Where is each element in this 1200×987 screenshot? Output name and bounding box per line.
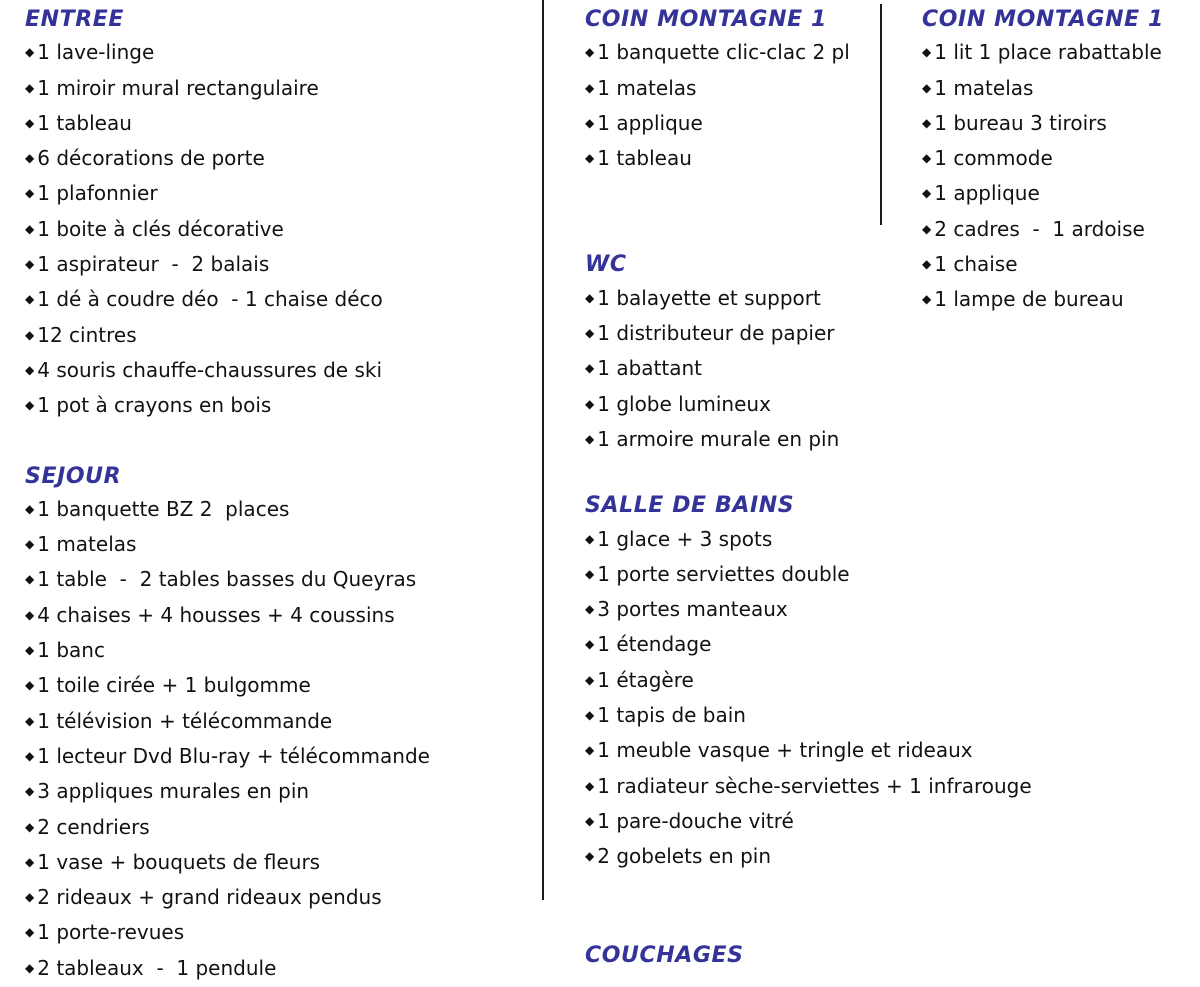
item-text: 1 distributeur de papier [597, 321, 835, 346]
item-text: 1 armoire murale en pin [597, 426, 840, 451]
item-text: 1 balayette et support [597, 285, 821, 310]
item-text: 1 lampe de bureau [934, 287, 1124, 312]
diamond-bullet-icon: ◆ [585, 531, 595, 546]
item-text: 1 bureau 3 tiroirs [934, 110, 1107, 135]
diamond-bullet-icon: ◆ [585, 849, 595, 864]
item-text: 1 tableau [37, 110, 132, 135]
item-text: 1 banquette clic-clac 2 pl [597, 40, 850, 65]
list-item [25, 563, 535, 598]
list-item [25, 36, 535, 71]
item-text: 4 souris chauffe-chaussures de ski [37, 357, 383, 382]
item-text: 1 lave-linge [37, 40, 155, 65]
list-item [25, 248, 535, 283]
list-item [25, 952, 535, 987]
section-coin-montagne-1 [922, 4, 1197, 319]
item-text: 1 toile cirée + 1 bulgomme [37, 673, 311, 698]
diamond-bullet-icon: ◆ [585, 566, 595, 581]
section-title: WC [585, 252, 627, 278]
item-text: 1 banquette BZ 2 places [37, 496, 290, 521]
list-item [922, 248, 1197, 283]
list-item [585, 352, 1155, 387]
diamond-bullet-icon: ◆ [25, 151, 35, 166]
list-item [25, 740, 535, 775]
item-text: 1 pot à crayons en bois [37, 393, 272, 418]
list-item [25, 811, 535, 846]
item-text: 1 applique [597, 110, 703, 135]
diamond-bullet-icon: ◆ [922, 186, 932, 201]
diamond-bullet-icon: ◆ [922, 45, 932, 60]
list-item [25, 846, 535, 881]
item-text: 1 table - 2 tables basses du Queyras [37, 567, 417, 592]
diamond-bullet-icon: ◆ [585, 431, 595, 446]
diamond-bullet-icon: ◆ [585, 80, 595, 95]
item-text: 1 pare-douche vitré [597, 808, 794, 833]
item-text: 1 miroir mural rectangulaire [37, 75, 319, 100]
item-text: 1 radiateur sèche-serviettes + 1 infrarouge [597, 773, 1032, 798]
list-item [25, 493, 535, 528]
list-item [25, 72, 535, 107]
section-salle-de-bains [585, 490, 1155, 875]
list-item [585, 423, 1155, 458]
diamond-bullet-icon: ◆ [25, 115, 35, 130]
diamond-bullet-icon: ◆ [585, 637, 595, 652]
list-item [25, 213, 535, 248]
list-item [585, 840, 1155, 875]
item-text: 1 boite à clés décorative [37, 216, 284, 241]
item-text: 1 matelas [934, 75, 1034, 100]
diamond-bullet-icon: ◆ [585, 708, 595, 723]
list-item [25, 354, 535, 389]
item-text: 1 chaise [934, 252, 1018, 277]
list-item [922, 142, 1197, 177]
list-item [25, 528, 535, 563]
section-couchages [585, 940, 1155, 972]
diamond-bullet-icon: ◆ [25, 854, 35, 869]
section-entree [25, 4, 535, 425]
diamond-bullet-icon: ◆ [25, 748, 35, 763]
diamond-bullet-icon: ◆ [25, 537, 35, 552]
list-item [585, 593, 1155, 628]
section-title: COIN MONTAGNE 1 [585, 7, 827, 32]
diamond-bullet-icon: ◆ [585, 778, 595, 793]
diamond-bullet-icon: ◆ [922, 80, 932, 95]
diamond-bullet-icon: ◆ [922, 257, 932, 272]
diamond-bullet-icon: ◆ [25, 327, 35, 342]
diamond-bullet-icon: ◆ [25, 501, 35, 516]
column-left [25, 4, 535, 987]
diamond-bullet-icon: ◆ [25, 572, 35, 587]
diamond-bullet-icon: ◆ [25, 398, 35, 413]
diamond-bullet-icon: ◆ [585, 813, 595, 828]
item-text: 3 appliques murales en pin [37, 779, 310, 804]
item-text: 12 cintres [37, 322, 137, 347]
item-text: 1 applique [934, 181, 1040, 206]
list-item [25, 319, 535, 354]
item-text: 1 aspirateur - 2 balais [37, 252, 270, 277]
list-item [585, 805, 1155, 840]
list-item [922, 177, 1197, 212]
list-item [25, 142, 535, 177]
item-text: 3 portes manteaux [597, 597, 788, 622]
list-item [585, 317, 1155, 352]
diamond-bullet-icon: ◆ [25, 607, 35, 622]
section-sejour [25, 461, 535, 987]
diamond-bullet-icon: ◆ [922, 151, 932, 166]
diamond-bullet-icon: ◆ [585, 326, 595, 341]
diamond-bullet-icon: ◆ [922, 292, 932, 307]
diamond-bullet-icon: ◆ [25, 186, 35, 201]
item-text: 1 vase + bouquets de fleurs [37, 849, 321, 874]
item-text: 1 dé à coudre déo - 1 chaise déco [37, 287, 383, 312]
list-item [585, 628, 1155, 663]
item-text: 1 lit 1 place rabattable [934, 40, 1162, 65]
diamond-bullet-icon: ◆ [585, 361, 595, 376]
item-text: 1 matelas [597, 75, 697, 100]
item-text: 1 abattant [597, 356, 702, 381]
diamond-bullet-icon: ◆ [25, 819, 35, 834]
item-text: 1 tapis de bain [597, 703, 746, 728]
item-list [922, 36, 1197, 318]
list-item [25, 881, 535, 916]
item-text: 1 commode [934, 146, 1053, 171]
item-text: 4 chaises + 4 housses + 4 coussins [37, 602, 395, 627]
column-right [922, 4, 1197, 319]
column-divider-right [880, 4, 882, 225]
column-divider-left [542, 0, 544, 900]
item-text: 1 meuble vasque + tringle et rideaux [597, 738, 973, 763]
list-item [922, 36, 1197, 71]
diamond-bullet-icon: ◆ [25, 713, 35, 728]
item-text: 2 cadres - 1 ardoise [934, 216, 1145, 241]
item-text: 2 cendriers [37, 814, 150, 839]
item-text: 1 banc [37, 638, 105, 663]
section-title: SEJOUR [25, 463, 122, 489]
list-item [585, 734, 1155, 769]
diamond-bullet-icon: ◆ [25, 678, 35, 693]
item-text: 2 rideaux + grand rideaux pendus [37, 885, 382, 910]
diamond-bullet-icon: ◆ [25, 362, 35, 377]
diamond-bullet-icon: ◆ [922, 115, 932, 130]
list-item [25, 389, 535, 424]
item-text: 6 décorations de porte [37, 146, 265, 171]
list-item [25, 775, 535, 810]
item-list [25, 36, 535, 424]
list-item [585, 523, 1155, 558]
list-item [585, 388, 1155, 423]
item-text: 1 tableau [597, 146, 692, 171]
list-item [922, 213, 1197, 248]
item-text: 1 plafonnier [37, 181, 158, 206]
list-item [585, 770, 1155, 805]
diamond-bullet-icon: ◆ [25, 890, 35, 905]
list-item [25, 599, 535, 634]
list-item [25, 107, 535, 142]
diamond-bullet-icon: ◆ [585, 743, 595, 758]
diamond-bullet-icon: ◆ [25, 292, 35, 307]
item-list [585, 523, 1155, 876]
list-item [25, 705, 535, 740]
diamond-bullet-icon: ◆ [585, 602, 595, 617]
item-text: 1 étagère [597, 667, 694, 692]
item-text: 1 porte-revues [37, 920, 185, 945]
item-text: 1 lecteur Dvd Blu-ray + télécommande [37, 743, 430, 768]
list-item [585, 699, 1155, 734]
list-item [585, 558, 1155, 593]
list-item [25, 283, 535, 318]
item-text: 1 glace + 3 spots [597, 526, 773, 551]
diamond-bullet-icon: ◆ [585, 151, 595, 166]
section-title: COIN MONTAGNE 1 [922, 7, 1164, 32]
diamond-bullet-icon: ◆ [25, 784, 35, 799]
diamond-bullet-icon: ◆ [25, 257, 35, 272]
item-text: 2 tableaux - 1 pendule [37, 955, 277, 980]
diamond-bullet-icon: ◆ [922, 221, 932, 236]
diamond-bullet-icon: ◆ [25, 960, 35, 975]
diamond-bullet-icon: ◆ [585, 672, 595, 687]
diamond-bullet-icon: ◆ [585, 115, 595, 130]
diamond-bullet-icon: ◆ [25, 80, 35, 95]
item-text: 2 gobelets en pin [597, 844, 771, 869]
list-item [25, 634, 535, 669]
diamond-bullet-icon: ◆ [25, 643, 35, 658]
list-item [25, 916, 535, 951]
section-title: SALLE DE BAINS [585, 493, 795, 519]
list-item [922, 107, 1197, 142]
diamond-bullet-icon: ◆ [585, 396, 595, 411]
list-item [585, 664, 1155, 699]
diamond-bullet-icon: ◆ [585, 290, 595, 305]
list-item [922, 72, 1197, 107]
diamond-bullet-icon: ◆ [25, 925, 35, 940]
list-item [922, 283, 1197, 318]
list-item [25, 669, 535, 704]
item-text: 1 télévision + télécommande [37, 708, 333, 733]
item-text: 1 matelas [37, 532, 137, 557]
section-title: ENTREE [25, 7, 125, 32]
item-list [25, 493, 535, 987]
section-title: COUCHAGES [585, 942, 744, 968]
item-text: 1 porte serviettes double [597, 561, 850, 586]
diamond-bullet-icon: ◆ [25, 221, 35, 236]
diamond-bullet-icon: ◆ [585, 45, 595, 60]
item-text: 1 étendage [597, 632, 712, 657]
diamond-bullet-icon: ◆ [25, 45, 35, 60]
item-text: 1 globe lumineux [597, 391, 771, 416]
list-item [25, 177, 535, 212]
